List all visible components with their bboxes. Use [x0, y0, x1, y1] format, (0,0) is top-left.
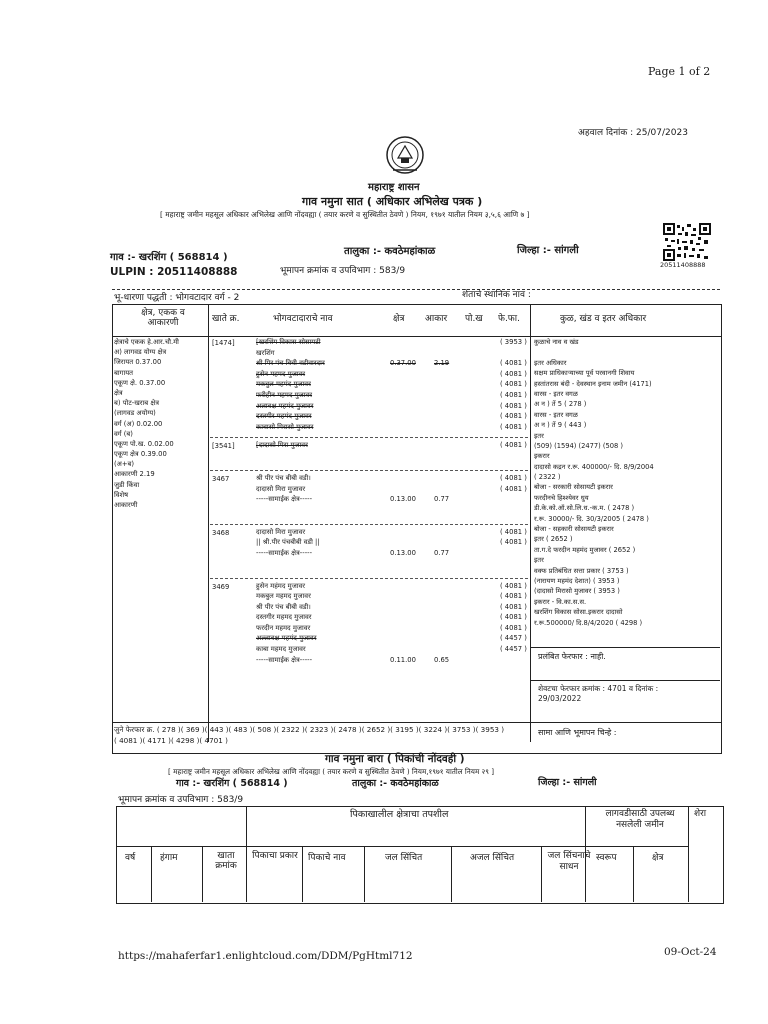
- area-summary-line: आकारणी: [114, 501, 138, 509]
- holder-row: [210, 528, 528, 539]
- holder-mutation: ( 4081 ): [500, 623, 527, 632]
- header-area-unit: क्षेत्र, एकक व आकारणी: [141, 308, 185, 329]
- account-number: 3469: [212, 582, 230, 591]
- holder-row: [210, 485, 528, 496]
- holder-row: [210, 538, 528, 549]
- holder-row: [210, 474, 528, 485]
- holder-name: दादासो मिरा मुजावर: [256, 527, 306, 536]
- account-block: [210, 524, 528, 560]
- holder-row: [210, 592, 528, 603]
- taluka-label: तालुका :- कवठेमहांकाळ: [344, 246, 436, 257]
- header-account-no: खाते क्र.: [212, 314, 240, 324]
- area-summary-line: ब) पोट-खराब क्षेत्र: [114, 399, 159, 408]
- account-block: [210, 578, 528, 667]
- col-crop-type: पिकाचा प्रकार: [252, 851, 298, 861]
- last-mutation: शेवटचा फेरफार क्रमांक : 4701 व दिनांक :: [538, 684, 659, 693]
- area-summary-column: [114, 338, 207, 511]
- pending-mutation: प्रलंबित फेरफार : नाही.: [538, 652, 606, 661]
- ulpin-label: ULPIN : 20511408888: [110, 266, 238, 278]
- area-summary-line: (अ+ब): [114, 460, 135, 469]
- header-area: क्षेत्र: [393, 314, 405, 324]
- form12-survey: भूमापन क्रमांक व उपविभाग : 583/9: [118, 795, 244, 805]
- holder-row: [210, 634, 528, 645]
- holder-mutation: ( 4457 ): [500, 634, 527, 643]
- account-number: [3541]: [212, 442, 235, 451]
- holders-column: [210, 338, 528, 666]
- holder-name: -----सामाईक क्षेत्र-----: [256, 495, 313, 504]
- footer-date: 09-Oct-24: [664, 946, 717, 958]
- old-mutations-list-2: ( 4081 )( 4171 )( 4298 )( 4701 ): [114, 736, 228, 745]
- state-emblem: [384, 134, 426, 178]
- account-number: 3467: [212, 474, 230, 483]
- col-nature: स्वरूप: [596, 853, 617, 863]
- account-block: [210, 470, 528, 506]
- area-summary-line: एकूण क्षे. 0.37.00: [114, 378, 166, 387]
- holder-mutation: ( 4081 ): [500, 592, 527, 601]
- holder-mutation: ( 4081 ): [500, 422, 527, 431]
- account-block: [210, 437, 528, 452]
- holder-row: [210, 423, 528, 434]
- holder-mutation: ( 4081 ): [500, 473, 527, 482]
- holder-row: [210, 645, 528, 656]
- holder-mutation: ( 4081 ): [500, 359, 527, 368]
- other-right-line: हस्तांतरास बंदी - देवस्थान इनाम जमीन (4171): [534, 379, 652, 388]
- holder-name: -----सामाईक क्षेत्र-----: [256, 655, 313, 664]
- other-right-line: कुळाचे नाव व खंड: [534, 338, 579, 346]
- other-right-line: बोजा - सरकारी सोसायटी इकरार: [534, 483, 613, 492]
- holder-row: [210, 582, 528, 593]
- holder-mutation: ( 4081 ): [500, 527, 527, 536]
- other-right-line: वारस - इतर वगळ: [534, 389, 578, 398]
- local-name-label: शेताचे स्थानिक नाव :: [462, 290, 531, 300]
- other-right-line: ( 2322 ): [534, 473, 561, 482]
- old-mutations-list-1: ( 278 )( 369 )( 443 )( 483 )( 508 )( 2322 )( 2323 )( 2478 )( 2652 )( 3195 )( 3224 )( 3753 )( 3953 ): [156, 725, 505, 734]
- form12-title: गाव नमुना बारा ( पिकांची नोंदवही ): [325, 753, 465, 765]
- area-summary-line: एकूण क्षेत्र 0.39.00: [114, 450, 167, 459]
- header-pokharab: पो.ख: [465, 314, 483, 324]
- holder-mutation: ( 4081 ): [500, 390, 527, 399]
- holder-name: [दादासो मिरा मुजावर: [256, 441, 308, 450]
- other-right-line: र.रू. 30000/- दि. 30/3/2005 ( 2478 ): [534, 514, 649, 523]
- form-title: गाव नमुना सात ( अधिकार अभिलेख पत्रक ): [302, 195, 483, 208]
- col-crop-name: पिकाचे नाव: [308, 853, 346, 863]
- remarks-header: शेरा: [694, 809, 707, 819]
- col-area: क्षेत्र: [652, 853, 664, 863]
- other-right-line: अ न ) तें 5 ( 278 ): [534, 400, 587, 409]
- holder-mutation: ( 4081 ): [500, 484, 527, 493]
- holder-mutation: ( 4457 ): [500, 645, 527, 654]
- crop-area-header: पिकाखालील क्षेत्राचा तपशील: [350, 809, 449, 820]
- holder-row: [210, 549, 528, 560]
- area-summary-line: वर्ग (ब): [114, 429, 133, 438]
- area-summary-line: (लागवड अयोग्य): [114, 409, 156, 418]
- header-other-rights: कुळ, खंड व इतर अधिकार: [560, 314, 647, 324]
- header-mutation: फे.फा.: [498, 314, 520, 324]
- area-summary-line: वर्ग (अ) 0.02.00: [114, 419, 163, 428]
- area-summary-line: क्षेत्र: [114, 388, 123, 397]
- holder-name: हुसेन महमद मुजावर: [256, 369, 306, 378]
- holder-name: हुसेन महंमद मुजावर: [256, 581, 306, 590]
- holder-mutation: ( 4081 ): [500, 613, 527, 622]
- qr-caption: 20511408888: [660, 261, 706, 269]
- holder-row: [210, 441, 528, 452]
- other-right-line: खरशिंग विकास सोसा.इकरार दादासो: [534, 608, 623, 617]
- other-right-line: इकरार: [534, 452, 550, 461]
- col-season: हंगाम: [160, 853, 178, 863]
- other-right-line: बोजा - सहकारी सोसायटी इकरार: [534, 525, 614, 534]
- other-right-line: (दादासो मिरासो मुजावर ( 3953 ): [534, 587, 620, 596]
- holder-name: दस्तगीर महमद मुजावर: [256, 613, 312, 622]
- holder-row: [210, 338, 528, 349]
- tenure-label: भू-धारणा पद्धती : भोगवटादार वर्ग - 2: [114, 293, 240, 303]
- account-block: [210, 338, 528, 433]
- govt-name: महाराष्ट्र शासन: [368, 182, 420, 193]
- holder-name: खरशिंग: [256, 348, 275, 357]
- header-assessment: आकार: [425, 314, 448, 324]
- account-number: 3468: [212, 528, 230, 537]
- other-right-line: इतर: [534, 556, 544, 565]
- holder-name: फरदीन महमद मुजावर: [256, 623, 311, 632]
- district-label: जिल्हा :- सांगली: [517, 245, 579, 256]
- other-right-line: वारस - इतर वगळ: [534, 410, 578, 419]
- header-holder-name: भोगवटादाराचे नाव: [273, 314, 333, 324]
- holder-mutation: ( 3953 ): [500, 338, 527, 346]
- holder-mutation: ( 4081 ): [500, 441, 527, 450]
- area-summary-line: अ) लागवड योग्य क्षेत्र: [114, 348, 167, 357]
- holder-area: 0.37.00: [390, 359, 416, 368]
- other-right-line: इतर ( 2652 ): [534, 535, 573, 544]
- account-number: [1474]: [212, 339, 235, 347]
- holder-assessment: 0.65: [434, 655, 450, 664]
- qr-code: [662, 222, 712, 262]
- footer-url[interactable]: https://mahaferfar1.enlightcloud.com/DDM/PgHtml712: [118, 950, 413, 962]
- holder-row: [210, 624, 528, 635]
- holder-mutation: ( 4081 ): [500, 602, 527, 611]
- area-summary-line: जुडी किंवा: [114, 480, 140, 489]
- area-summary-line: एकूण पो.ख. 0.02.00: [114, 439, 174, 448]
- other-right-line: डी.के.को.ऑ.सो.लि.ध.-क.म. ( 2478 ): [534, 504, 635, 513]
- rule-line: [ महाराष्ट्र जमीन महसूल अधिकार अभिलेख आणि नोंदवह्या ( तयार करणे व सुस्थितीत ठेवणे ) नियम, १९७१ यातील नियम ३,५,६ आणि ७ ]: [160, 210, 530, 219]
- holder-assessment: 2.19: [434, 359, 450, 368]
- holder-row: [210, 349, 528, 360]
- holder-mutation: ( 4081 ): [500, 369, 527, 378]
- holder-name: मकबुल महमंद मुजावर: [256, 380, 311, 389]
- other-right-line: [534, 348, 718, 358]
- holder-mutation: ( 4081 ): [500, 401, 527, 410]
- holder-row: [210, 402, 528, 413]
- col-irrigation-source: जल सिंचनाचे साधन: [547, 851, 591, 873]
- form12-district: जिल्हा :- सांगली: [538, 777, 597, 788]
- holder-row: [210, 613, 528, 624]
- area-summary-line: जिरायत 0.37.00: [114, 358, 162, 367]
- holder-row: [210, 370, 528, 381]
- last-mutation-date: 29/03/2022: [538, 694, 582, 703]
- holder-row: [210, 380, 528, 391]
- col-unirrigated: अजल सिंचित: [470, 853, 515, 863]
- holder-row: [210, 412, 528, 423]
- other-right-line: अ न ) तें 9 ( 443 ): [534, 421, 587, 430]
- holder-name: दादासो मिरा मुजावर: [256, 484, 306, 493]
- area-summary-line: क्षेत्राचे एकक हे.आर.चौ.मी: [114, 338, 179, 346]
- survey-number: भूमापन क्रमांक व उपविभाग : 583/9: [280, 266, 406, 276]
- holder-mutation: ( 4081 ): [500, 538, 527, 547]
- holder-name: मकबुल महमद मुजावर: [256, 592, 311, 601]
- holder-name: श्री पीर पंच बीबी वडी।: [256, 602, 311, 611]
- holder-name: -----सामाईक क्षेत्र-----: [256, 548, 313, 557]
- other-right-line: इतर अधिकार: [534, 358, 567, 367]
- holder-row: [210, 656, 528, 667]
- holder-name: काबा महमद मुजावर: [256, 645, 306, 654]
- holder-assessment: 0.77: [434, 495, 450, 504]
- holder-mutation: ( 4081 ): [500, 581, 527, 590]
- area-summary-line: बागायत: [114, 368, 134, 377]
- holder-row: [210, 391, 528, 402]
- other-right-line: इकरार - वि.का.स.स.: [534, 597, 587, 606]
- holder-name: अल्लाबक्ष महमंद मुजावर: [256, 634, 317, 643]
- other-right-line: फरदीनचे हिश्श्येवर धुय: [534, 493, 589, 502]
- holder-name: फरीहीन महमद मुजावर: [256, 390, 313, 399]
- boundary-marks: सामा आणि भूमापन चिन्हे :: [538, 728, 617, 737]
- holder-area: 0.11.00: [390, 655, 416, 664]
- old-mutations: [114, 726, 504, 735]
- holder-name: दस्तगीर महमंद मुजावर: [256, 412, 312, 421]
- holder-name: || श्री.पीर पंचबीबी वडी ||: [256, 538, 320, 547]
- other-right-line: ता.ग.दे फरदीन महमंद मुजावर ( 2652 ): [534, 545, 636, 554]
- form12-rule-line: [ महाराष्ट्र जमीन महसूल अधिकार अभिलेख आणि नोंदवह्या ( तयार करणे व सुस्थितीत ठेवणे ) नियम,१९७१ यातील नियम २९ ]: [168, 767, 495, 776]
- holder-row: [210, 603, 528, 614]
- holder-mutation: ( 4081 ): [500, 380, 527, 389]
- holder-name: [खरशिंग विकास सोसायटी: [256, 338, 321, 346]
- other-rights-column: [534, 338, 718, 629]
- holder-name: काबासो मिरासो मुजावर: [256, 422, 314, 431]
- other-right-line: वक्फ प्रतिबंधित सत्ता प्रकार ( 3753 ): [534, 566, 629, 575]
- holder-row: [210, 359, 528, 370]
- form12-village: गाव :- खरशिंग ( 568814 ): [176, 778, 288, 789]
- col-year: वर्ष: [125, 853, 136, 863]
- other-right-line: र.रू.500000/ दि.8/4/2020 ( 4298 ): [534, 618, 643, 627]
- other-right-line: (नारायण महमंद देशात) ( 3953 ): [534, 576, 620, 585]
- holder-mutation: ( 4081 ): [500, 412, 527, 421]
- page-label: Page 1 of 2: [648, 65, 711, 78]
- old-mutations-label: जुने फेरफार क्र.: [114, 725, 155, 734]
- area-summary-line: आकारणी 2.19: [114, 470, 155, 479]
- form12-taluka: तालुका :- कवठेमहांकाळ: [352, 778, 439, 789]
- holder-row: [210, 495, 528, 506]
- holder-assessment: 0.77: [434, 548, 450, 557]
- other-right-line: सक्षम प्राधिकाऱ्याच्या पूर्व परवानगी शिवाय: [534, 369, 635, 378]
- uncultivable-header: लागवडीसाठी उपलब्ध नसलेली जमीन: [605, 809, 675, 831]
- holder-name: अलाबक्ष महमंद मुजावर: [256, 401, 314, 410]
- village-label: गाव :- खरशिंग ( 568814 ): [110, 252, 228, 263]
- other-right-line: (509) (1594) (2477) (508 ): [534, 441, 623, 450]
- other-right-line: इतर: [534, 431, 544, 440]
- col-account: खाता क्रमांक: [215, 851, 237, 872]
- holder-area: 0.13.00: [390, 495, 416, 504]
- report-date: अहवाल दिनांक : 25/07/2023: [578, 128, 688, 138]
- holder-area: 0.13.00: [390, 548, 416, 557]
- area-summary-line: विशेष: [114, 490, 129, 499]
- other-right-line: दादासो कद्रन र.रू. 400000/- दि. 8/9/2004: [534, 462, 654, 471]
- holder-name: श्री पिर पंच बिबी वडीवारदार: [256, 359, 325, 368]
- holder-name: श्री पीर पंच बीबी वडी।: [256, 473, 311, 482]
- col-irrigated: जल सिंचित: [385, 853, 423, 863]
